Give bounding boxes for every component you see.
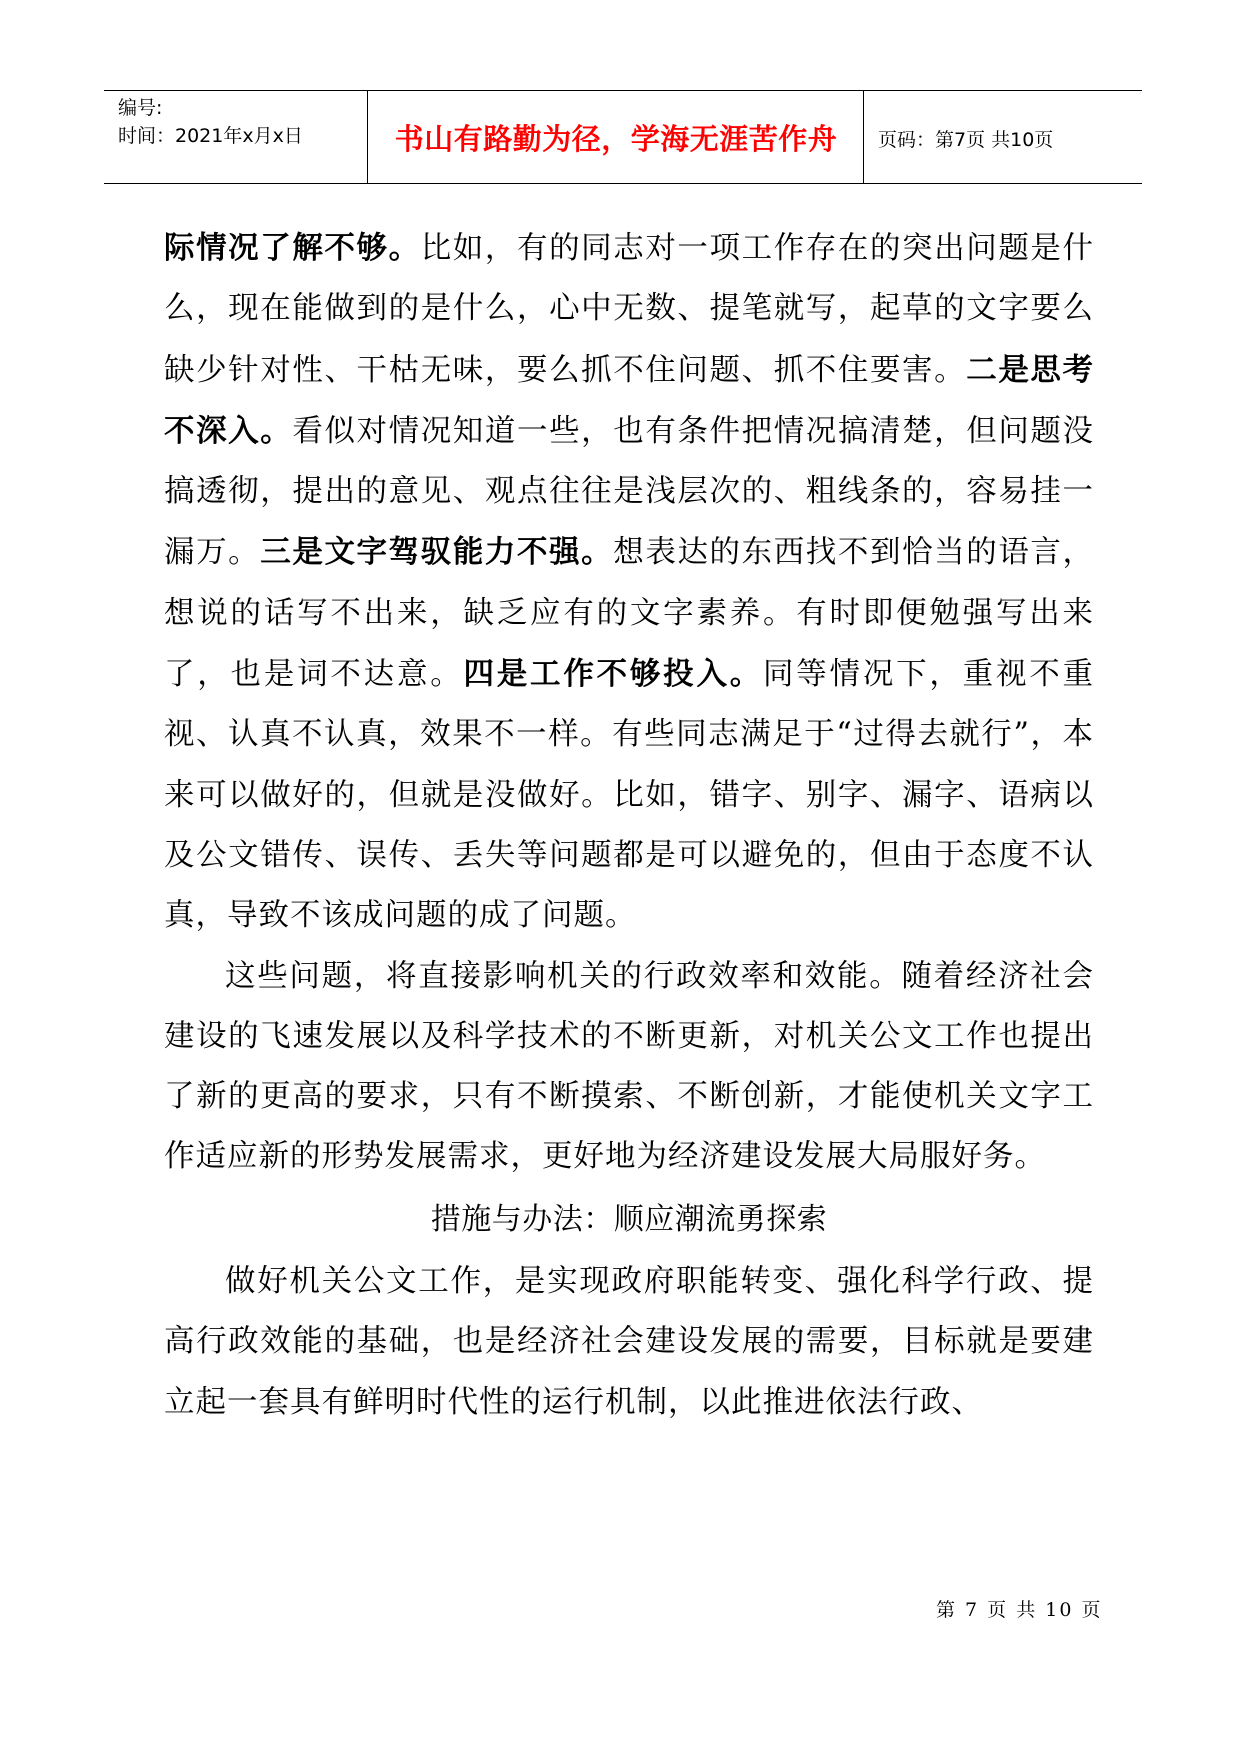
document-header [104,90,1142,184]
document-body [164,218,1094,1433]
text-run: 想表达的东西找不到恰当的语言，想说的话写不出来，缺乏应有的文字素养。有时即便勉强写出来了，也是词不达意。 [164,535,1095,693]
section-heading: 措施与办法：顺应潮流勇探索 [430,1201,828,1237]
bold-run: 三是文字驾驭能力不强。 [260,534,614,571]
header-motto-cell [369,91,864,183]
header-motto: 书山有路勤为径，学海无涯苦作舟 [394,122,838,156]
text-run: 比如，有的同志对一项工作存在的突出问题是什么，现在能做到的是什么，心中无数、提笔就写，起草的文字要么缺少针对性、干枯无味，要么抓不住问题、抓不住要害。 [164,231,1095,388]
bold-run: 二是思考不深入。 [164,351,1095,449]
paragraph-problems [164,218,1094,947]
paragraph-impact: 这些问题，将直接影响机关的行政效率和效能。随着经济社会建设的飞速发展以及科学技术的不断更新，对机关公文工作也提出了新的更高的要求，只有不断摸索、不断创新，才能使机关文字工作适应新的形势发展需求，更好地为经济建设发展大局服好务。 [164,958,1094,1175]
document-code-label: 编号: [118,97,163,119]
header-page-cell [864,91,1142,183]
bold-run: 际情况了解不够。 [164,230,421,266]
text-run: 同等情况下，重视不重视、认真不认真，效果不一样。有些同志满足于“过得去就行”，本来可以做好的，但就是没做好。比如，错字、别字、漏字、语病以及公文错传、误传、丢失等问题都是可以避免的，但由于态度不认真，导致不该成问题的成了问题。 [164,657,1094,934]
footer-page-number: 第 7 页 共 10 页 [936,1599,1103,1621]
text-run: 看似对情况知道一些，也有条件把情况搞清楚，但问题没搞透彻，提出的意见、观点往往是浅层次的、粗线条的，容易挂一漏万。 [164,413,1095,571]
header-meta-cell [104,91,368,183]
document-time-label: 时间：2021年x月x日 [118,125,303,147]
paragraph-measures: 做好机关公文工作，是实现政府职能转变、强化科学行政、提高行政效能的基础，也是经济社会建设发展的需要，目标就是要建立起一套具有鲜明时代性的运行机制，以此推进依法行政、 [164,1264,1094,1420]
header-page-number: 页码：第7页 共10页 [878,129,1054,151]
bold-run: 四是工作不够投入。 [463,656,763,693]
